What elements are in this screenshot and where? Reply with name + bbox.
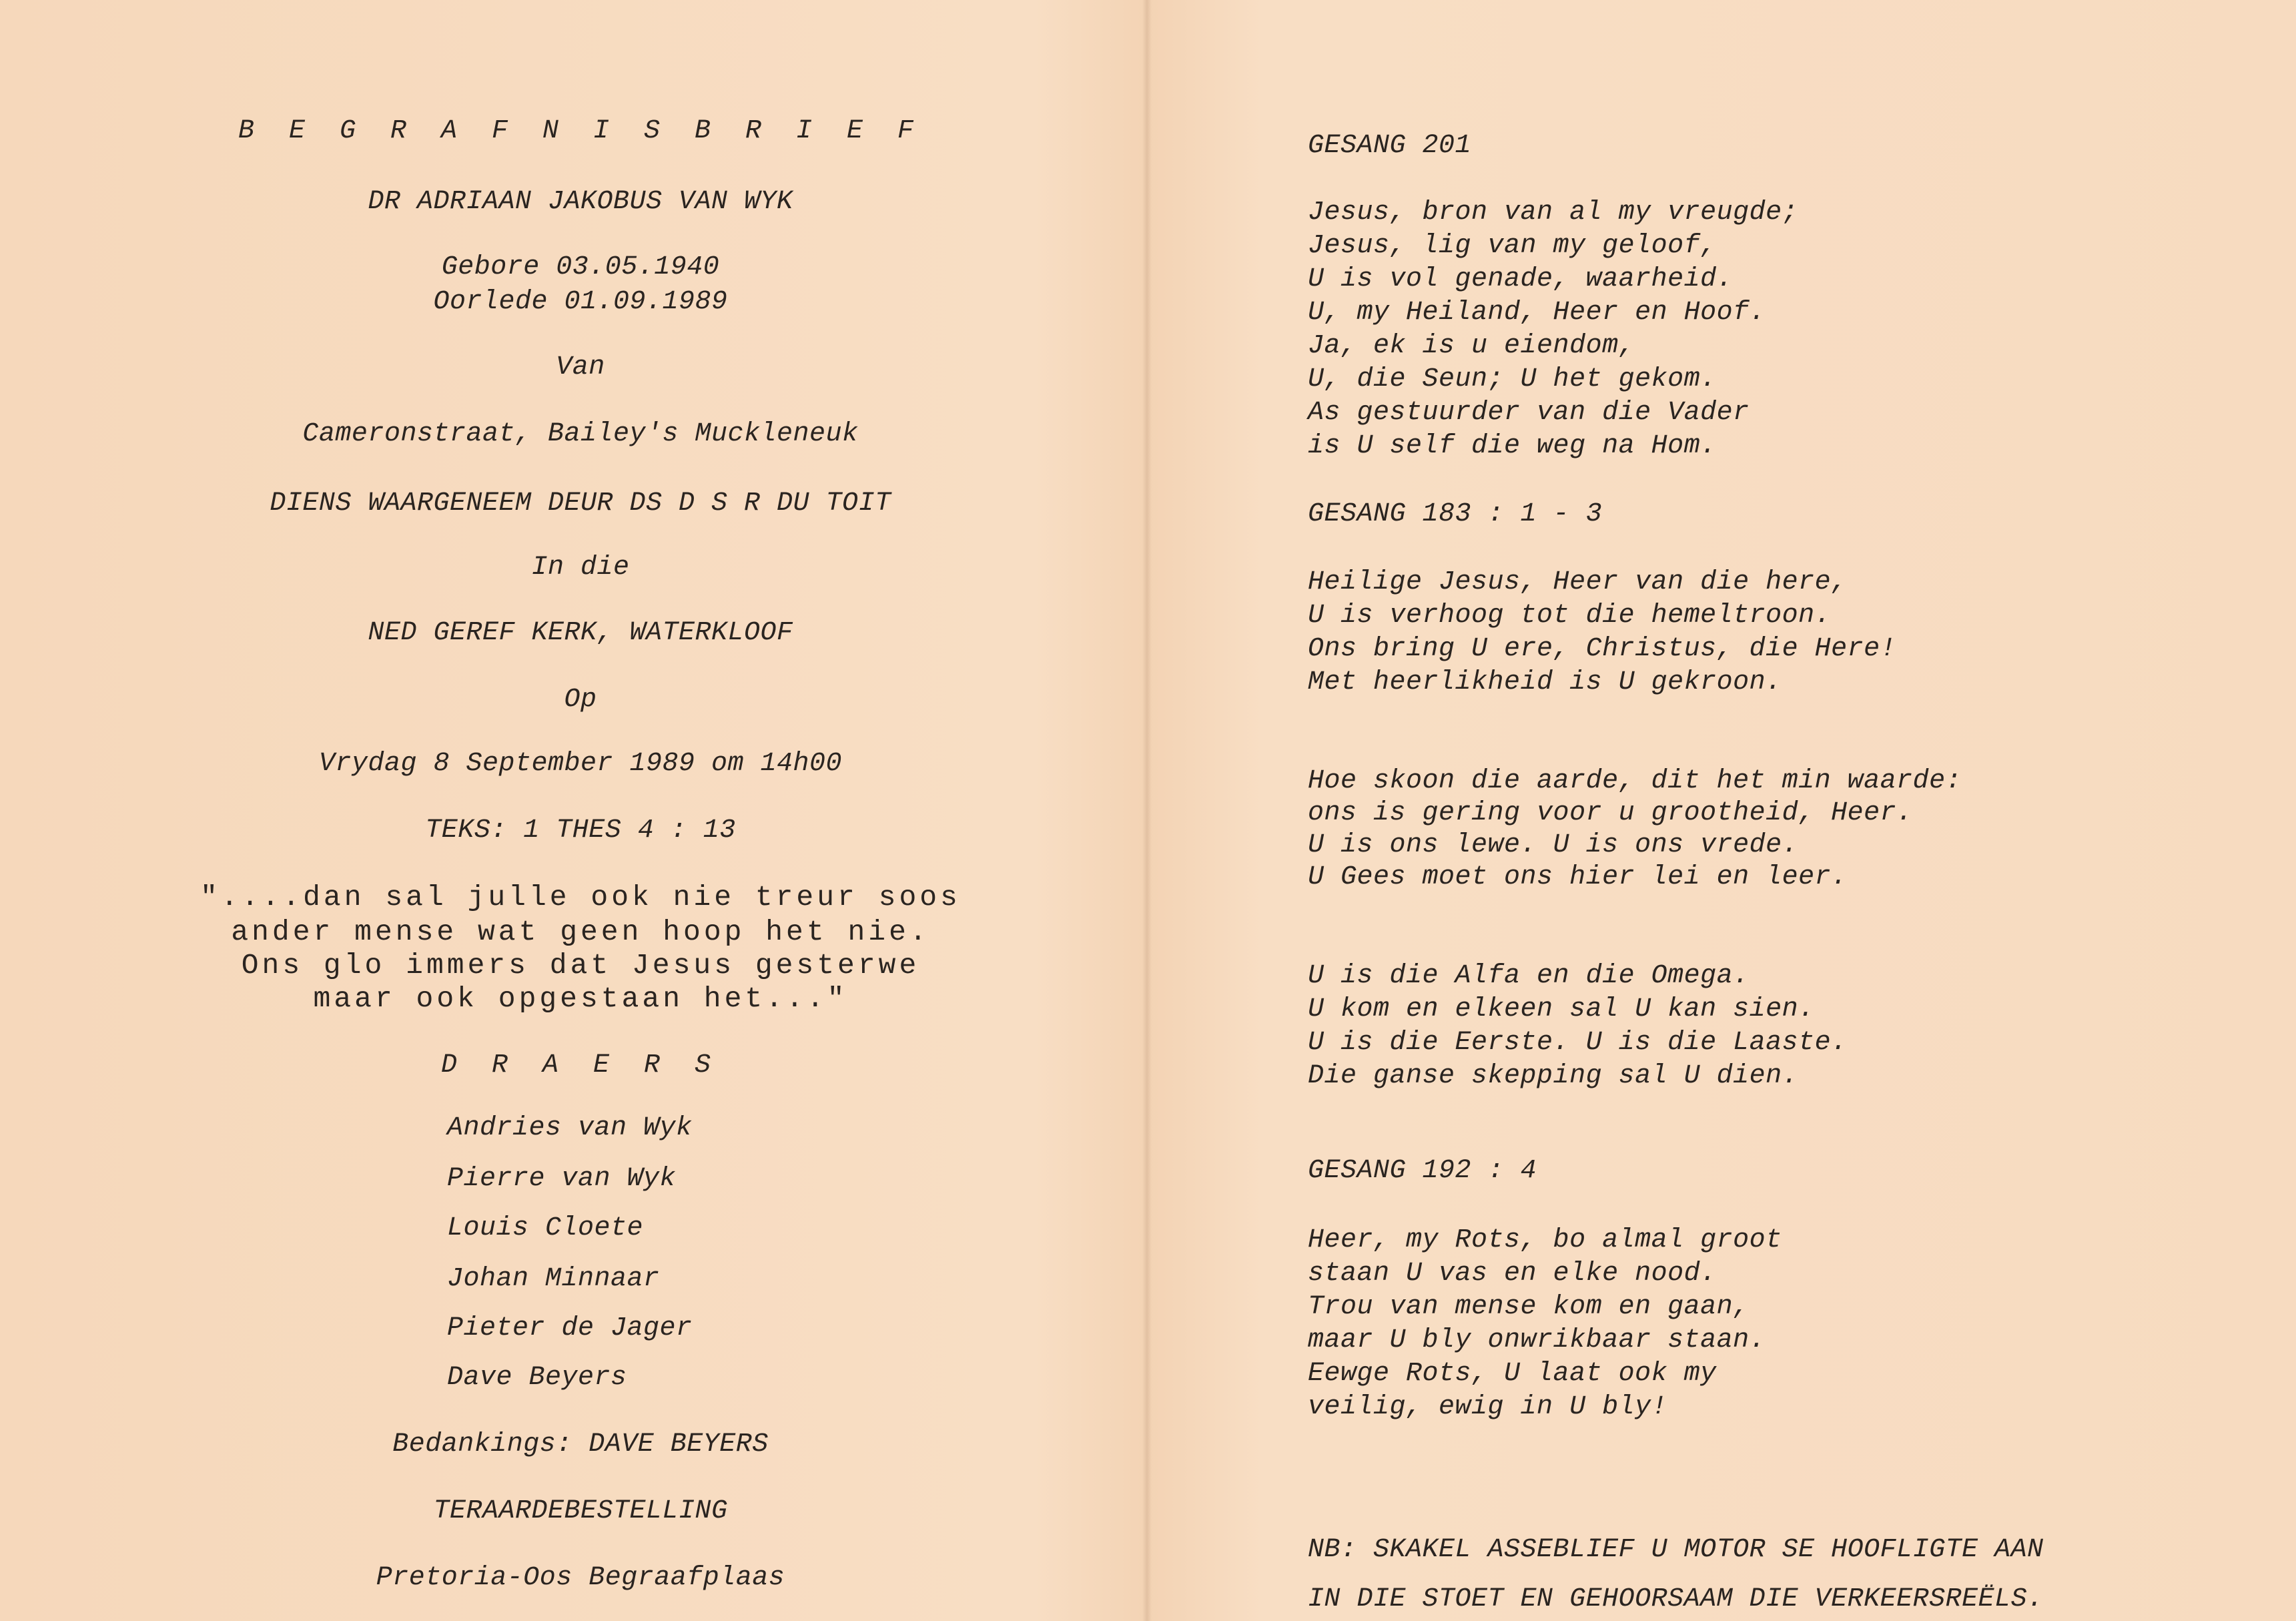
center-fold [1142, 0, 1152, 1621]
hymn-line: Trou van mense kom en gaan, [1308, 1292, 1750, 1322]
hymn-line: is U self die weg na Hom. [1308, 431, 1717, 461]
document-title: B E G R A F N I S B R I E F [238, 116, 923, 146]
right-panel [1154, 0, 2296, 1621]
hymn-line: U is vol genade, waarheid. [1308, 264, 1734, 294]
address: Cameronstraat, Bailey's Muckleneuk [302, 419, 859, 449]
bearer-name: Andries van Wyk [447, 1113, 693, 1143]
scripture-reference: TEKS: 1 THES 4 : 13 [425, 816, 736, 846]
hymn-title: GESANG 201 [1308, 131, 1472, 161]
hymn-line: U is die Eerste. U is die Laaste. [1308, 1028, 1848, 1058]
bearers-heading: D R A E R S [440, 1050, 721, 1080]
officiant: DIENS WAARGENEEM DEUR DS D S R DU TOIT [270, 489, 891, 519]
hymn-line: Jesus, bron van al my vreugde; [1308, 198, 1799, 228]
on-label: Op [564, 685, 597, 715]
traffic-note: IN DIE STOET EN GEHOORSAAM DIE VERKEERSREËLS. [1308, 1584, 2044, 1614]
hymn-line: veilig, ewig in U bly! [1308, 1392, 1668, 1422]
bearer-name: Louis Cloete [447, 1213, 644, 1243]
hymn-line: U, my Heiland, Heer en Hoof. [1308, 298, 1766, 328]
interment-heading: TERAARDEBESTELLING [433, 1496, 728, 1526]
hymn-line: Hoe skoon die aarde, dit het min waarde: [1308, 766, 1962, 796]
hymn-line: Die ganse skepping sal U dien. [1308, 1061, 1799, 1091]
bearer-name: Johan Minnaar [447, 1264, 660, 1294]
birth-date: Gebore 03.05.1940 [441, 252, 720, 282]
hymn-line: U, die Seun; U het gekom. [1308, 364, 1717, 394]
hymn-title: GESANG 183 : 1 - 3 [1308, 499, 1603, 529]
bearer-name: Pieter de Jager [447, 1313, 693, 1343]
traffic-note: NB: SKAKEL ASSEBLIEF U MOTOR SE HOOFLIGTE AAN [1308, 1535, 2044, 1565]
left-panel [0, 0, 1141, 1621]
bearer-name: Dave Beyers [447, 1363, 627, 1393]
hymn-line: Met heerlikheid is U gekroon. [1308, 667, 1782, 697]
from-label: Van [556, 352, 605, 382]
hymn-title: GESANG 192 : 4 [1308, 1156, 1537, 1186]
hymn-line: staan U vas en elke nood. [1308, 1259, 1717, 1289]
hymn-line: U kom en elkeen sal U kan sien. [1308, 994, 1815, 1024]
hymn-line: U is ons lewe. U is ons vrede. [1308, 830, 1799, 860]
deceased-name: DR ADRIAAN JAKOBUS VAN WYK [368, 187, 793, 217]
hymn-line: ons is gering voor u grootheid, Heer. [1308, 798, 1913, 828]
quote-line: Ons glo immers dat Jesus gesterwe [241, 949, 920, 982]
hymn-line: Eewge Rots, U laat ook my [1308, 1359, 1717, 1389]
quote-line: maar ook opgestaan het..." [313, 982, 848, 1015]
quote-line: "....dan sal julle ook nie treur soos [200, 881, 961, 914]
service-date-time: Vrydag 8 September 1989 om 14h00 [318, 749, 843, 779]
hymn-line: U is verhoog tot die hemeltroon. [1308, 601, 1832, 631]
hymn-line: Ons bring U ere, Christus, die Here! [1308, 634, 1897, 664]
cemetery-name: Pretoria-Oos Begraafplaas [376, 1563, 785, 1593]
in-label: In die [531, 553, 630, 583]
hymn-line: Heilige Jesus, Heer van die here, [1308, 567, 1848, 597]
hymn-line: U Gees moet ons hier lei en leer. [1308, 862, 1848, 892]
death-date: Oorlede 01.09.1989 [433, 287, 728, 317]
hymn-line: As gestuurder van die Vader [1308, 398, 1750, 428]
hymn-line: maar U bly onwrikbaar staan. [1308, 1325, 1766, 1355]
hymn-line: U is die Alfa en die Omega. [1308, 961, 1750, 991]
hymn-line: Heer, my Rots, bo almal groot [1308, 1225, 1782, 1255]
quote-line: ander mense wat geen hoop het nie. [231, 916, 930, 948]
church-name: NED GEREF KERK, WATERKLOOF [368, 618, 793, 648]
acknowledgements: Bedankings: DAVE BEYERS [392, 1429, 769, 1460]
hymn-line: Jesus, lig van my geloof, [1308, 231, 1717, 261]
hymn-line: Ja, ek is u eiendom, [1308, 331, 1635, 361]
bearer-name: Pierre van Wyk [447, 1164, 677, 1194]
